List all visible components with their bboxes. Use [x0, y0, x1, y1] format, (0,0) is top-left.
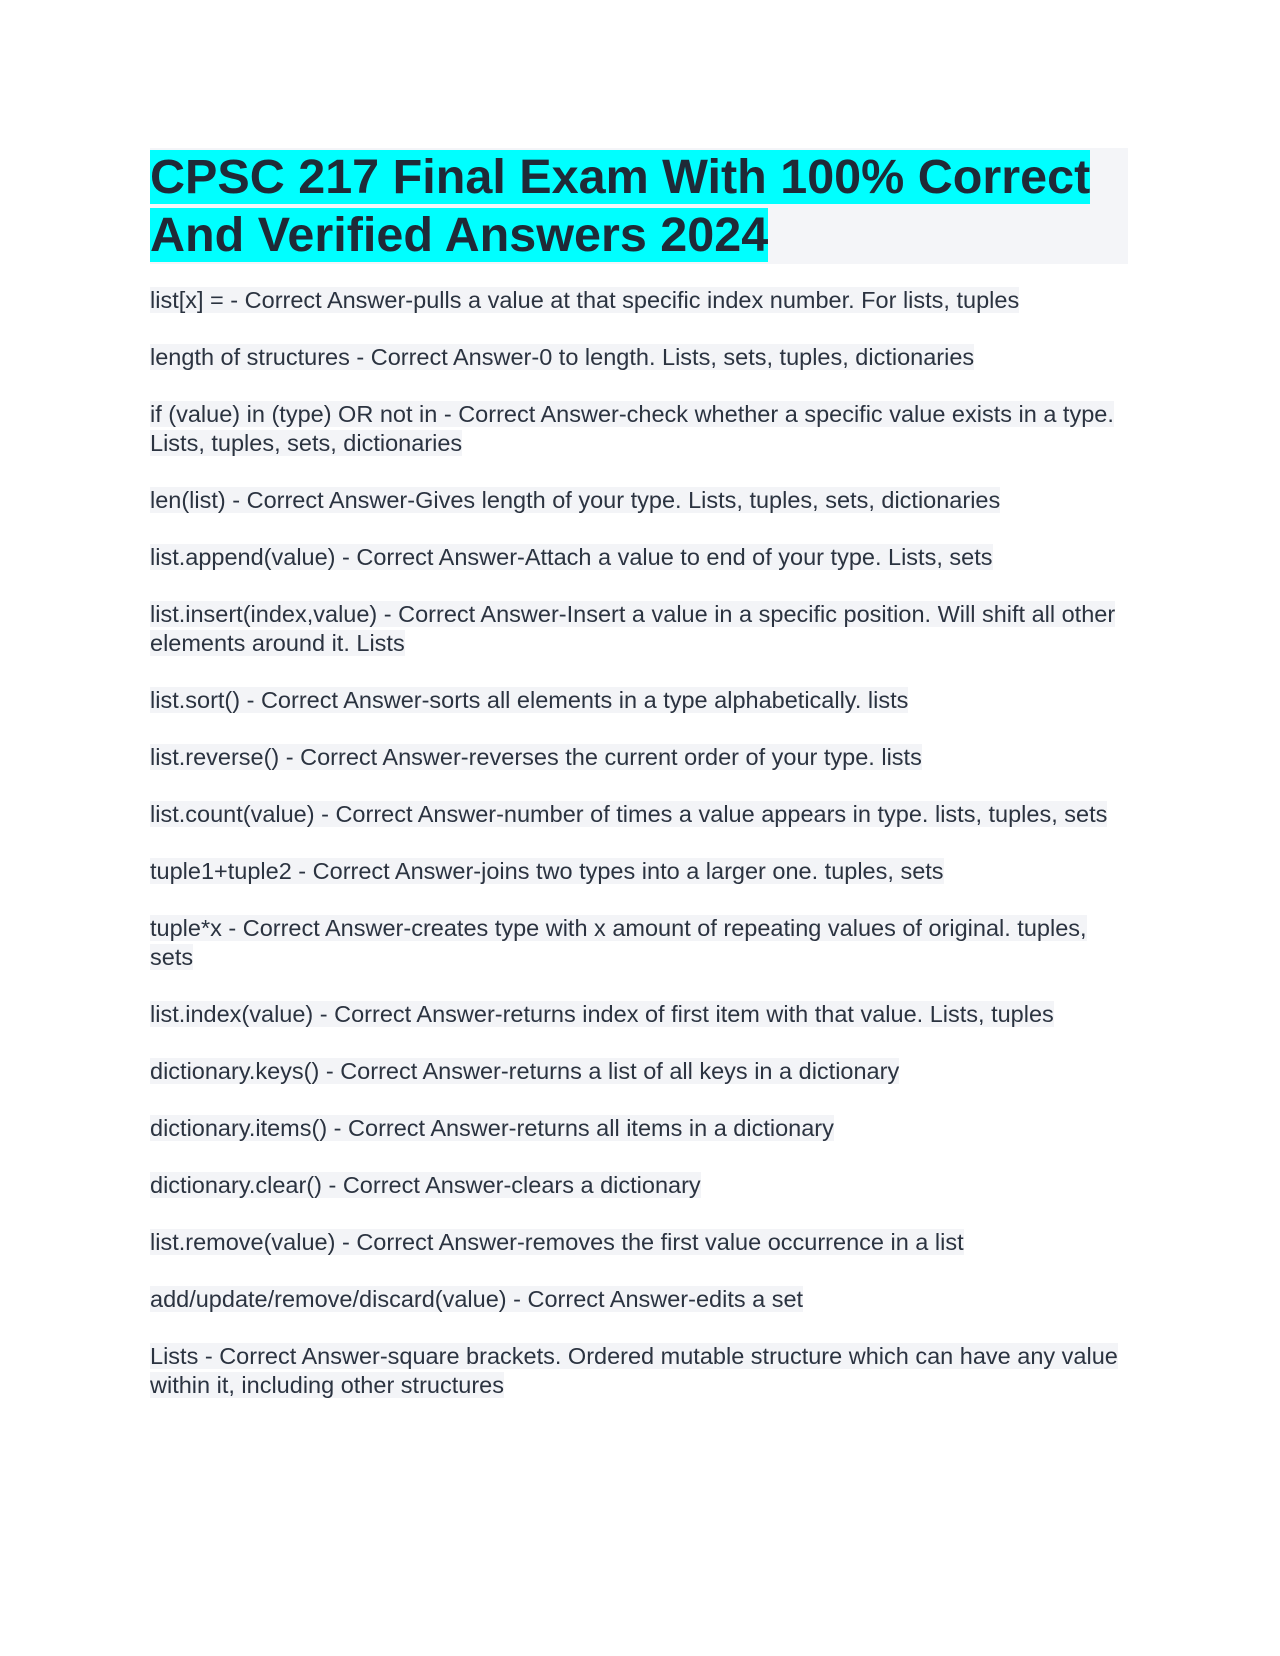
qa-entry-text: list.sort() - Correct Answer-sorts all elements in a type alphabetically. lists [150, 687, 909, 713]
qa-entry [150, 914, 1128, 972]
qa-entry-text: list.append(value) - Correct Answer-Attach a value to end of your type. Lists, sets [150, 544, 993, 570]
qa-entry [150, 286, 1128, 315]
qa-entry-text: length of structures - Correct Answer-0 to length. Lists, sets, tuples, dictionaries [150, 344, 975, 370]
qa-entry-text: if (value) in (type) OR not in - Correct Answer-check whether a specific value exists in a type. Lists, tuples, sets, dictionaries [150, 401, 1114, 456]
document-title [150, 148, 1128, 264]
title-block [150, 148, 1128, 264]
qa-entry-text: list.count(value) - Correct Answer-number of times a value appears in type. lists, tuples, sets [150, 801, 1108, 827]
document-page [150, 148, 1128, 1428]
qa-entry-text: tuple1+tuple2 - Correct Answer-joins two types into a larger one. tuples, sets [150, 858, 944, 884]
qa-entry-text: list.remove(value) - Correct Answer-removes the first value occurrence in a list [150, 1229, 964, 1255]
qa-list [150, 286, 1128, 1400]
qa-entry [150, 1057, 1128, 1086]
qa-entry [150, 1285, 1128, 1314]
qa-entry-text: list.insert(index,value) - Correct Answer-Insert a value in a specific position. Will shift all other elements around it. Lists [150, 601, 1116, 656]
qa-entry-text: Lists - Correct Answer-square brackets. Ordered mutable structure which can have any value within it, including other structures [150, 1343, 1118, 1398]
title-highlight: CPSC 217 Final Exam With 100% Correct And Verified Answers 2024 [150, 150, 1091, 262]
qa-entry [150, 743, 1128, 772]
qa-entry-text: add/update/remove/discard(value) - Correct Answer-edits a set [150, 1286, 804, 1312]
qa-entry [150, 400, 1128, 458]
qa-entry [150, 1114, 1128, 1143]
qa-entry [150, 1171, 1128, 1200]
qa-entry [150, 486, 1128, 515]
qa-entry [150, 1342, 1128, 1400]
qa-entry [150, 857, 1128, 886]
qa-entry-text: dictionary.items() - Correct Answer-returns all items in a dictionary [150, 1115, 834, 1141]
qa-entry [150, 1000, 1128, 1029]
qa-entry-text: dictionary.keys() - Correct Answer-returns a list of all keys in a dictionary [150, 1058, 900, 1084]
qa-entry-text: list.index(value) - Correct Answer-returns index of first item with that value. Lists, tuples [150, 1001, 1054, 1027]
qa-entry-text: tuple*x - Correct Answer-creates type with x amount of repeating values of original. tuples, sets [150, 915, 1087, 970]
qa-entry [150, 543, 1128, 572]
qa-entry-text: list[x] = - Correct Answer-pulls a value at that specific index number. For lists, tuples [150, 287, 1020, 313]
qa-entry-text: len(list) - Correct Answer-Gives length of your type. Lists, tuples, sets, dictionaries [150, 487, 1001, 513]
qa-entry [150, 1228, 1128, 1257]
qa-entry [150, 343, 1128, 372]
qa-entry [150, 800, 1128, 829]
qa-entry [150, 600, 1128, 658]
qa-entry-text: dictionary.clear() - Correct Answer-clears a dictionary [150, 1172, 701, 1198]
qa-entry-text: list.reverse() - Correct Answer-reverses the current order of your type. lists [150, 744, 922, 770]
qa-entry [150, 686, 1128, 715]
